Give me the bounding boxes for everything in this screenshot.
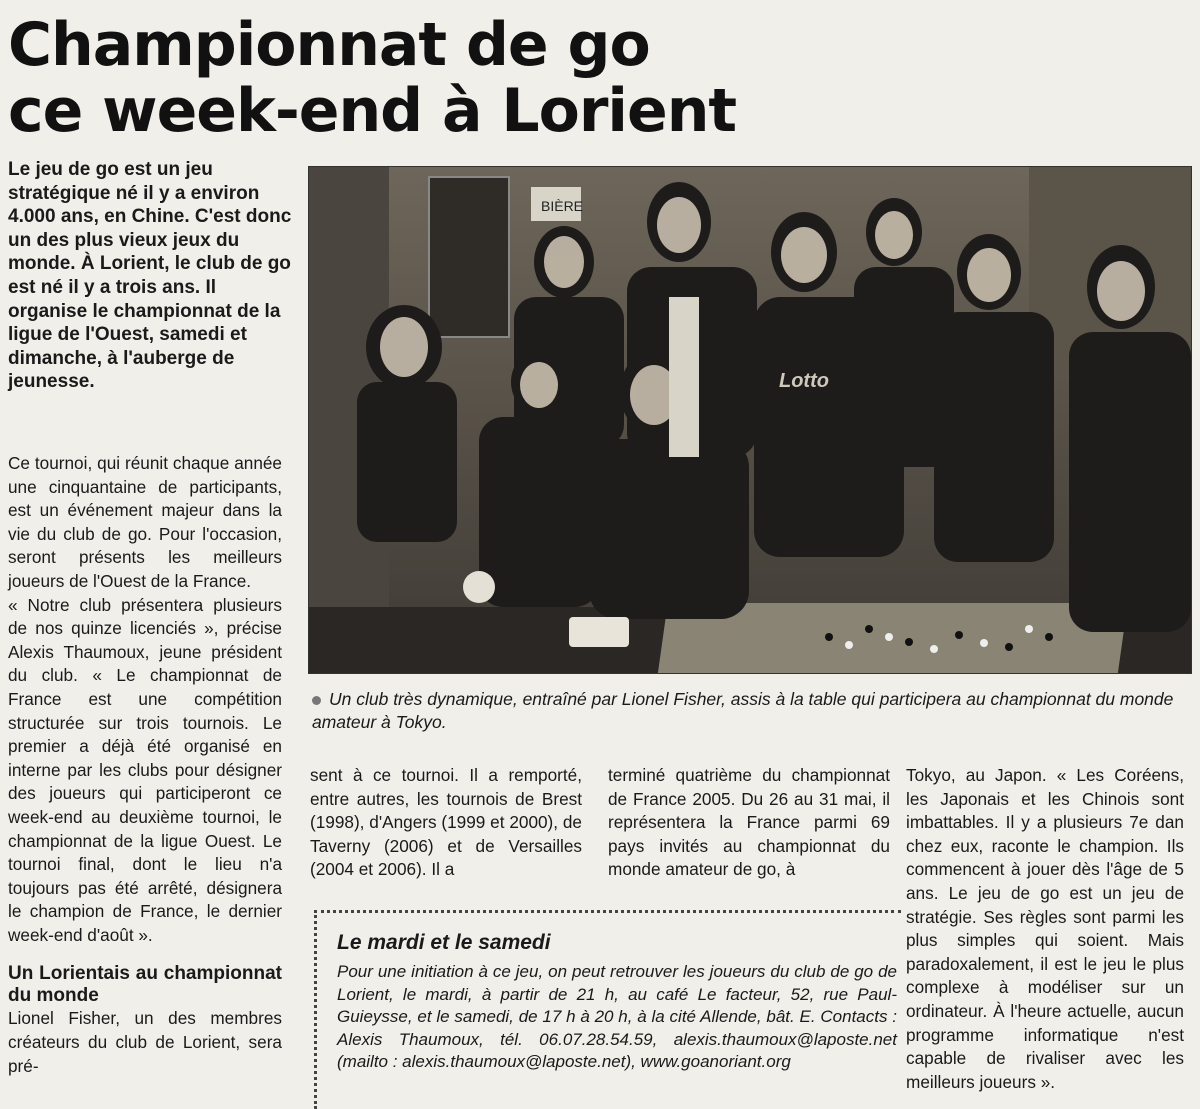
col3-paragraph: terminé quatrième du championnat de France 2005. Du 26 au 31 mai, il représentera la France parmi 69 pays invités au championnat du monde amateur de go, à (608, 765, 890, 880)
headline-line-1: Championnat de go (8, 10, 650, 80)
photo-caption (312, 688, 1192, 734)
photo-illustration (309, 167, 1191, 673)
column-3 (608, 764, 890, 882)
club-photo (308, 166, 1192, 674)
info-box-body: Pour une initiation à ce jeu, on peut retrouver les joueurs du club de go de Lorient, le mardi, à partir de 21 h, au café Le facteur, 52, rue Paul-Guieysse, et le samedi, de 17 h à 20 h, à la cité Allende, bât. E. Contacts : Alexis Thaumoux, tél. 06.07.28.54.59, alexis.thaumoux@laposte.net (mailto : alexis.thaumoux@laposte.net), www.goanoriant.org (337, 962, 897, 1072)
headline-line-2: ce week-end à Lorient (8, 76, 737, 146)
col1-paragraph-3: Lionel Fisher, un des membres créateurs du club de Lorient, sera pré- (8, 1008, 282, 1076)
col1-paragraph-2: « Notre club présentera plusieurs de nos quinze licenciés », précise Alexis Thaumoux, jeune président du club. « Le championnat de France est une compétition structurée sur trois tournois. Le premier a déjà été organisé en interne par les clubs pour désigner des joueurs qui participeront ce week-end au deuxième tournoi, le championnat de la ligue Ouest. Le tournoi final, dont le lieu n'a toujours pas été arrêté, désignera le champion de France, le dernier week-end d'août ». (8, 594, 282, 945)
caption-text: Un club très dynamique, entraîné par Lionel Fisher, assis à la table qui participera au championnat du monde amateur à Tokyo. (312, 689, 1174, 732)
shirt-logo: Lotto (779, 370, 829, 392)
lead-paragraph: Le jeu de go est un jeu stratégique né il y a environ 4.000 ans, en Chine. C'est donc un des plus vieux jeux du monde. À Lorient, le club de go est né il y a trois ans. Il organise le championnat de la ligue de l'Ouest, samedi et dimanche, à l'auberge de jeunesse. (8, 159, 292, 393)
col1-paragraph-1: Ce tournoi, qui réunit chaque année une cinquantaine de participants, est un événement majeur dans la vie du club de go. Pour l'occasion, seront présents les meilleurs joueurs de l'Ouest de la France. (8, 453, 282, 591)
caption-bullet-icon (312, 696, 321, 705)
column-1 (8, 452, 282, 1078)
col2-paragraph: sent à ce tournoi. Il a remporté, entre autres, les tournois de Brest (1998), d'Angers (1999 et 2000), de Taverny (2006) et de Versailles (2004 et 2006). Il a (310, 765, 582, 880)
info-box-title: Le mardi et le samedi (337, 931, 551, 954)
col4-paragraph: Tokyo, au Japon. « Les Coréens, les Japonais et les Chinois sont imbattables. Il y a plusieurs 7e dan chez eux, raconte le champion. Ils commencent à jouer dès l'âge de 5 ans. Le jeu de go est un jeu de stratégie. Ses règles sont parmi les plus simples qui soient. Mais paradoxalement, il est le jeu le plus complexe à modéliser sur un ordinateur. À l'heure actuelle, aucun programme informatique n'est capable de rivaliser avec les meilleurs joueurs ». (906, 765, 1184, 1092)
bleed-through-text (1010, 20, 1200, 160)
subheading: Un Lorientais au championnat du monde (8, 963, 282, 1007)
headline (8, 12, 888, 144)
bar-sign: BIÈRE (541, 198, 584, 214)
column-2 (310, 764, 582, 882)
column-4 (906, 764, 1184, 1094)
info-box (314, 910, 901, 1109)
